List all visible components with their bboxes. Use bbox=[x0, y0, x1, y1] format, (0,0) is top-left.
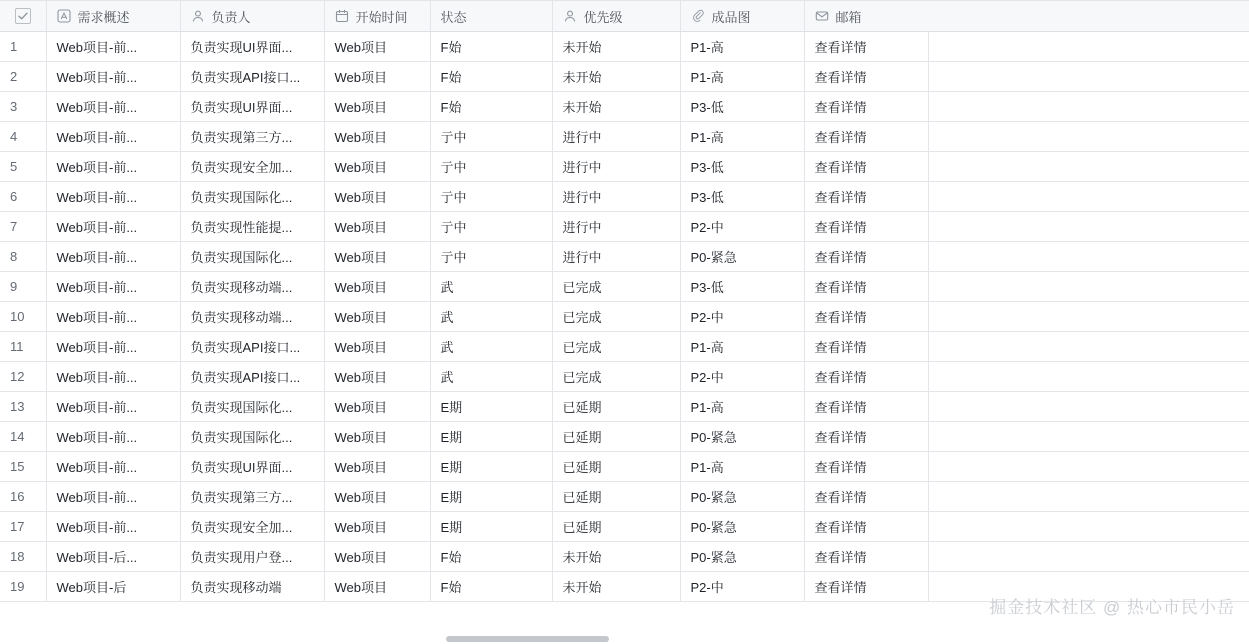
cell-owner[interactable]: 负责实现API接口... bbox=[180, 62, 324, 92]
cell-email[interactable] bbox=[928, 272, 1249, 302]
column-header-priority[interactable] bbox=[552, 1, 680, 32]
row-index[interactable]: 5 bbox=[0, 152, 46, 182]
column-header-label: 优先级 bbox=[583, 9, 623, 25]
cell-artwork[interactable]: 查看详情 bbox=[804, 362, 928, 392]
cell-owner[interactable]: 负责实现移动端 bbox=[180, 572, 324, 602]
cell-priority[interactable]: P1-高 bbox=[680, 332, 804, 362]
cell-priority[interactable]: P0-紧急 bbox=[680, 242, 804, 272]
cell-start-time[interactable]: Web项目 bbox=[324, 92, 430, 122]
cell-start-time-overflow[interactable]: 武 bbox=[430, 362, 552, 392]
column-header-summary[interactable] bbox=[46, 1, 180, 32]
cell-owner[interactable]: 负责实现用户登... bbox=[180, 542, 324, 572]
cell-status[interactable]: 已完成 bbox=[552, 302, 680, 332]
cell-priority[interactable]: P3-低 bbox=[680, 152, 804, 182]
cell-start-time-overflow[interactable]: E期 bbox=[430, 392, 552, 422]
cell-summary[interactable]: Web项目-前... bbox=[46, 512, 180, 542]
cell-summary[interactable]: Web项目-后... bbox=[46, 542, 180, 572]
cell-priority[interactable]: P0-紧急 bbox=[680, 422, 804, 452]
column-header-start-time[interactable] bbox=[324, 1, 430, 32]
cell-summary[interactable]: Web项目-前... bbox=[46, 482, 180, 512]
text-field-icon bbox=[57, 9, 72, 24]
cell-summary[interactable]: Web项目-前... bbox=[46, 32, 180, 62]
cell-owner[interactable]: 负责实现移动端... bbox=[180, 302, 324, 332]
cell-start-time[interactable]: Web项目 bbox=[324, 212, 430, 242]
cell-start-time-overflow[interactable]: 亍中 bbox=[430, 212, 552, 242]
cell-priority[interactable]: P0-紧急 bbox=[680, 512, 804, 542]
cell-summary[interactable]: Web项目-前... bbox=[46, 212, 180, 242]
cell-summary[interactable]: Web项目-前... bbox=[46, 242, 180, 272]
cell-summary[interactable]: Web项目-前... bbox=[46, 272, 180, 302]
cell-email[interactable] bbox=[928, 302, 1249, 332]
cell-email[interactable] bbox=[928, 452, 1249, 482]
select-all-header[interactable] bbox=[0, 1, 46, 32]
cell-owner[interactable]: 负责实现国际化... bbox=[180, 392, 324, 422]
cell-priority[interactable]: P1-高 bbox=[680, 62, 804, 92]
table-row[interactable] bbox=[0, 212, 1249, 242]
cell-email[interactable] bbox=[928, 212, 1249, 242]
cell-priority[interactable]: P2-中 bbox=[680, 212, 804, 242]
cell-summary[interactable]: Web项目-前... bbox=[46, 62, 180, 92]
cell-email[interactable] bbox=[928, 512, 1249, 542]
row-index[interactable]: 10 bbox=[0, 302, 46, 332]
cell-priority[interactable]: P1-高 bbox=[680, 32, 804, 62]
cell-start-time[interactable]: Web项目 bbox=[324, 182, 430, 212]
table-row[interactable] bbox=[0, 182, 1249, 212]
cell-start-time-overflow[interactable]: 亍中 bbox=[430, 152, 552, 182]
table-row[interactable] bbox=[0, 122, 1249, 152]
cell-artwork[interactable]: 查看详情 bbox=[804, 422, 928, 452]
cell-start-time-overflow[interactable]: 武 bbox=[430, 302, 552, 332]
cell-owner[interactable]: 负责实现UI界面... bbox=[180, 452, 324, 482]
cell-email[interactable] bbox=[928, 572, 1249, 602]
horizontal-scrollbar-thumb[interactable] bbox=[446, 636, 609, 642]
row-index[interactable]: 16 bbox=[0, 482, 46, 512]
checkbox-icon[interactable] bbox=[15, 8, 31, 24]
attachment-icon bbox=[691, 9, 706, 24]
cell-status[interactable]: 已延期 bbox=[552, 512, 680, 542]
table-body bbox=[0, 32, 1249, 602]
cell-start-time-overflow[interactable]: F始 bbox=[430, 572, 552, 602]
cell-email[interactable] bbox=[928, 242, 1249, 272]
cell-artwork[interactable]: 查看详情 bbox=[804, 272, 928, 302]
cell-owner[interactable]: 负责实现安全加... bbox=[180, 152, 324, 182]
cell-start-time-overflow[interactable]: F始 bbox=[430, 62, 552, 92]
cell-owner[interactable]: 负责实现第三方... bbox=[180, 122, 324, 152]
table-row[interactable] bbox=[0, 302, 1249, 332]
cell-start-time-overflow[interactable]: 亍中 bbox=[430, 122, 552, 152]
row-index[interactable]: 6 bbox=[0, 182, 46, 212]
cell-owner[interactable]: 负责实现国际化... bbox=[180, 242, 324, 272]
cell-start-time[interactable]: Web项目 bbox=[324, 62, 430, 92]
cell-summary[interactable]: Web项目-前... bbox=[46, 152, 180, 182]
cell-start-time[interactable]: Web项目 bbox=[324, 302, 430, 332]
cell-start-time[interactable]: Web项目 bbox=[324, 272, 430, 302]
cell-owner[interactable]: 负责实现UI界面... bbox=[180, 92, 324, 122]
table-row[interactable] bbox=[0, 422, 1249, 452]
person-icon bbox=[191, 9, 206, 24]
table-row[interactable] bbox=[0, 542, 1249, 572]
row-index[interactable]: 3 bbox=[0, 92, 46, 122]
cell-status[interactable]: 进行中 bbox=[552, 152, 680, 182]
cell-status[interactable]: 已延期 bbox=[552, 422, 680, 452]
table-row[interactable] bbox=[0, 62, 1249, 92]
table-row[interactable] bbox=[0, 32, 1249, 62]
row-index[interactable]: 11 bbox=[0, 332, 46, 362]
cell-email[interactable] bbox=[928, 392, 1249, 422]
cell-owner[interactable]: 负责实现安全加... bbox=[180, 512, 324, 542]
cell-start-time-overflow[interactable]: 武 bbox=[430, 272, 552, 302]
cell-priority[interactable]: P0-紧急 bbox=[680, 542, 804, 572]
cell-email[interactable] bbox=[928, 92, 1249, 122]
cell-status[interactable]: 未开始 bbox=[552, 32, 680, 62]
cell-owner[interactable]: 负责实现国际化... bbox=[180, 182, 324, 212]
column-header-label: 开始时间 bbox=[355, 9, 408, 25]
row-index[interactable]: 9 bbox=[0, 272, 46, 302]
calendar-icon bbox=[335, 9, 350, 24]
cell-start-time[interactable]: Web项目 bbox=[324, 392, 430, 422]
cell-start-time-overflow[interactable]: E期 bbox=[430, 422, 552, 452]
row-index[interactable]: 14 bbox=[0, 422, 46, 452]
cell-priority[interactable]: P0-紧急 bbox=[680, 482, 804, 512]
table-row[interactable] bbox=[0, 572, 1249, 602]
cell-artwork[interactable]: 查看详情 bbox=[804, 452, 928, 482]
cell-start-time-overflow[interactable]: E期 bbox=[430, 512, 552, 542]
table-row[interactable] bbox=[0, 452, 1249, 482]
table-row[interactable] bbox=[0, 392, 1249, 422]
cell-email[interactable] bbox=[928, 362, 1249, 392]
cell-email[interactable] bbox=[928, 152, 1249, 182]
table-row[interactable] bbox=[0, 242, 1249, 272]
cell-status[interactable]: 进行中 bbox=[552, 122, 680, 152]
table-row[interactable] bbox=[0, 482, 1249, 512]
cell-start-time[interactable]: Web项目 bbox=[324, 452, 430, 482]
cell-priority[interactable]: P2-中 bbox=[680, 362, 804, 392]
cell-artwork[interactable]: 查看详情 bbox=[804, 182, 928, 212]
horizontal-scrollbar-track[interactable] bbox=[0, 634, 1249, 644]
cell-start-time[interactable]: Web项目 bbox=[324, 482, 430, 512]
cell-status[interactable]: 已完成 bbox=[552, 272, 680, 302]
cell-start-time[interactable]: Web项目 bbox=[324, 362, 430, 392]
cell-summary[interactable]: Web项目-前... bbox=[46, 332, 180, 362]
row-index[interactable]: 15 bbox=[0, 452, 46, 482]
cell-summary[interactable]: Web项目-前... bbox=[46, 422, 180, 452]
cell-status[interactable]: 已延期 bbox=[552, 452, 680, 482]
cell-status[interactable]: 未开始 bbox=[552, 572, 680, 602]
cell-owner[interactable]: 负责实现国际化... bbox=[180, 422, 324, 452]
cell-artwork[interactable]: 查看详情 bbox=[804, 242, 928, 272]
cell-status[interactable]: 未开始 bbox=[552, 92, 680, 122]
cell-status[interactable]: 未开始 bbox=[552, 62, 680, 92]
cell-email[interactable] bbox=[928, 62, 1249, 92]
cell-start-time[interactable]: Web项目 bbox=[324, 152, 430, 182]
cell-email[interactable] bbox=[928, 542, 1249, 572]
row-index[interactable]: 13 bbox=[0, 392, 46, 422]
cell-priority[interactable]: P3-低 bbox=[680, 182, 804, 212]
cell-start-time-overflow[interactable]: F始 bbox=[430, 542, 552, 572]
cell-artwork[interactable]: 查看详情 bbox=[804, 482, 928, 512]
cell-owner[interactable]: 负责实现移动端... bbox=[180, 272, 324, 302]
mail-icon bbox=[815, 9, 830, 24]
row-index[interactable]: 19 bbox=[0, 572, 46, 602]
cell-summary[interactable]: Web项目-前... bbox=[46, 452, 180, 482]
cell-start-time[interactable]: Web项目 bbox=[324, 572, 430, 602]
column-header-artwork[interactable] bbox=[680, 1, 804, 32]
table-row[interactable] bbox=[0, 152, 1249, 182]
column-header-label: 状态 bbox=[440, 9, 467, 25]
row-index[interactable]: 12 bbox=[0, 362, 46, 392]
cell-start-time[interactable]: Web项目 bbox=[324, 242, 430, 272]
cell-owner[interactable]: 负责实现性能提... bbox=[180, 212, 324, 242]
cell-summary[interactable]: Web项目-前... bbox=[46, 392, 180, 422]
cell-start-time-overflow[interactable]: 武 bbox=[430, 332, 552, 362]
cell-artwork[interactable]: 查看详情 bbox=[804, 392, 928, 422]
table-row[interactable] bbox=[0, 362, 1249, 392]
cell-start-time[interactable]: Web项目 bbox=[324, 332, 430, 362]
watermark-text: 掘金技术社区 @ 热心市民小岳 bbox=[989, 598, 1235, 617]
cell-start-time-overflow[interactable]: 亍中 bbox=[430, 242, 552, 272]
cell-start-time[interactable]: Web项目 bbox=[324, 512, 430, 542]
cell-owner[interactable]: 负责实现API接口... bbox=[180, 332, 324, 362]
table-row[interactable] bbox=[0, 272, 1249, 302]
cell-status[interactable]: 进行中 bbox=[552, 182, 680, 212]
cell-start-time[interactable]: Web项目 bbox=[324, 542, 430, 572]
cell-status[interactable]: 进行中 bbox=[552, 212, 680, 242]
row-index[interactable]: 8 bbox=[0, 242, 46, 272]
cell-priority[interactable]: P1-高 bbox=[680, 452, 804, 482]
cell-email[interactable] bbox=[928, 482, 1249, 512]
row-index[interactable]: 17 bbox=[0, 512, 46, 542]
cell-status[interactable]: 已延期 bbox=[552, 392, 680, 422]
cell-email[interactable] bbox=[928, 32, 1249, 62]
column-header-label: 需求概述 bbox=[77, 9, 130, 25]
row-index[interactable]: 1 bbox=[0, 32, 46, 62]
cell-priority[interactable]: P1-高 bbox=[680, 392, 804, 422]
cell-artwork[interactable]: 查看详情 bbox=[804, 92, 928, 122]
cell-email[interactable] bbox=[928, 422, 1249, 452]
cell-email[interactable] bbox=[928, 182, 1249, 212]
cell-artwork[interactable]: 查看详情 bbox=[804, 212, 928, 242]
column-header-label: 邮箱 bbox=[835, 9, 862, 25]
cell-priority[interactable]: P2-中 bbox=[680, 572, 804, 602]
cell-artwork[interactable]: 查看详情 bbox=[804, 122, 928, 152]
cell-summary[interactable]: Web项目-前... bbox=[46, 92, 180, 122]
cell-artwork[interactable]: 查看详情 bbox=[804, 62, 928, 92]
cell-start-time[interactable]: Web项目 bbox=[324, 422, 430, 452]
cell-summary[interactable]: Web项目-前... bbox=[46, 362, 180, 392]
cell-summary[interactable]: Web项目-前... bbox=[46, 302, 180, 332]
cell-status[interactable]: 进行中 bbox=[552, 242, 680, 272]
cell-email[interactable] bbox=[928, 122, 1249, 152]
column-header-owner[interactable] bbox=[180, 1, 324, 32]
cell-summary[interactable]: Web项目-后 bbox=[46, 572, 180, 602]
cell-status[interactable]: 已延期 bbox=[552, 482, 680, 512]
column-header-label: 负责人 bbox=[211, 9, 251, 25]
cell-priority[interactable]: P1-高 bbox=[680, 122, 804, 152]
cell-artwork[interactable]: 查看详情 bbox=[804, 32, 928, 62]
cell-owner[interactable]: 负责实现API接口... bbox=[180, 362, 324, 392]
person-icon bbox=[563, 9, 578, 24]
cell-summary[interactable]: Web项目-前... bbox=[46, 182, 180, 212]
column-header-status[interactable] bbox=[430, 1, 552, 32]
cell-start-time[interactable]: Web项目 bbox=[324, 122, 430, 152]
row-index[interactable]: 18 bbox=[0, 542, 46, 572]
cell-start-time[interactable]: Web项目 bbox=[324, 32, 430, 62]
cell-artwork[interactable]: 查看详情 bbox=[804, 512, 928, 542]
row-index[interactable]: 7 bbox=[0, 212, 46, 242]
column-header-label: 成品图 bbox=[711, 9, 751, 25]
cell-priority[interactable]: P2-中 bbox=[680, 302, 804, 332]
column-header-email[interactable] bbox=[804, 1, 1249, 32]
row-index[interactable]: 4 bbox=[0, 122, 46, 152]
cell-start-time-overflow[interactable]: F始 bbox=[430, 92, 552, 122]
cell-summary[interactable]: Web项目-前... bbox=[46, 122, 180, 152]
table-row[interactable] bbox=[0, 332, 1249, 362]
table-header-row bbox=[0, 1, 1249, 32]
cell-artwork[interactable]: 查看详情 bbox=[804, 332, 928, 362]
cell-priority[interactable]: P3-低 bbox=[680, 272, 804, 302]
table-row[interactable] bbox=[0, 92, 1249, 122]
cell-status[interactable]: 未开始 bbox=[552, 542, 680, 572]
cell-artwork[interactable]: 查看详情 bbox=[804, 572, 928, 602]
row-index[interactable]: 2 bbox=[0, 62, 46, 92]
cell-owner[interactable]: 负责实现UI界面... bbox=[180, 32, 324, 62]
cell-email[interactable] bbox=[928, 332, 1249, 362]
cell-artwork[interactable]: 查看详情 bbox=[804, 542, 928, 572]
cell-status[interactable]: 已完成 bbox=[552, 332, 680, 362]
cell-start-time-overflow[interactable]: F始 bbox=[430, 32, 552, 62]
cell-start-time-overflow[interactable]: E期 bbox=[430, 482, 552, 512]
cell-artwork[interactable]: 查看详情 bbox=[804, 152, 928, 182]
cell-owner[interactable]: 负责实现第三方... bbox=[180, 482, 324, 512]
cell-status[interactable]: 已完成 bbox=[552, 362, 680, 392]
cell-start-time-overflow[interactable]: 亍中 bbox=[430, 182, 552, 212]
cell-artwork[interactable]: 查看详情 bbox=[804, 302, 928, 332]
cell-start-time-overflow[interactable]: E期 bbox=[430, 452, 552, 482]
cell-priority[interactable]: P3-低 bbox=[680, 92, 804, 122]
table-row[interactable] bbox=[0, 512, 1249, 542]
